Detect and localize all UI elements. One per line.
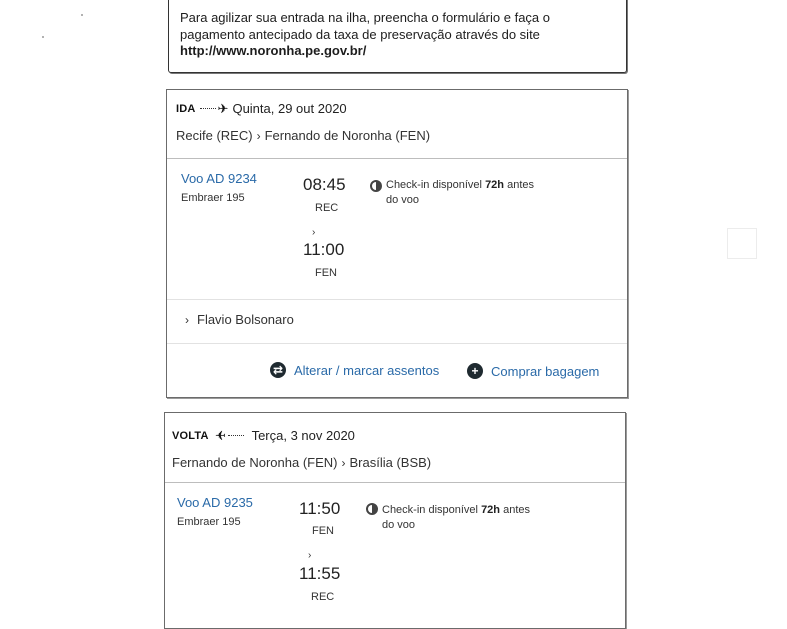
destination-airport: Fernando de Noronha (FEN) <box>264 128 431 143</box>
passenger-row[interactable] <box>185 312 294 327</box>
chevron-right-icon: › <box>341 456 346 470</box>
route <box>172 455 431 470</box>
header-divider <box>167 158 627 159</box>
actions-divider <box>167 343 627 344</box>
aircraft-model: Embraer 195 <box>177 516 241 528</box>
arrival-time: 11:55 <box>299 564 341 583</box>
checkin-line-2: do voo <box>382 519 416 531</box>
outbound-flight-card <box>166 89 628 398</box>
island-entry-notice <box>168 0 627 73</box>
scan-artifact-box <box>727 228 757 259</box>
checkin-prefix: Check-in disponível <box>382 504 478 516</box>
checkin-info <box>382 503 530 533</box>
arrival-airport-code: FEN <box>315 267 337 279</box>
scan-speck <box>81 14 83 16</box>
airplane-icon: ✈ <box>214 428 226 443</box>
departure-time: 11:50 <box>299 499 341 518</box>
chevron-right-icon: › <box>256 129 261 143</box>
notice-url-link[interactable]: http://www.noronha.pe.gov.br/ <box>180 43 367 58</box>
departure-airport-code: REC <box>315 202 339 214</box>
checkin-hours: 72h <box>481 504 501 516</box>
checkin-suffix: antes <box>507 179 535 191</box>
direction-label: IDA <box>176 102 196 115</box>
notice-line-2: pagamento antecipado da taxa de preservação através do site <box>180 27 540 42</box>
clock-icon <box>370 180 382 192</box>
arrival-airport-code: REC <box>311 591 335 603</box>
clock-icon <box>366 503 378 515</box>
departure-time: 08:45 <box>303 175 346 194</box>
dotted-line <box>228 435 244 436</box>
origin-airport: Recife (REC) <box>176 128 253 143</box>
checkin-suffix: antes <box>503 504 531 516</box>
departure-airport-code: FEN <box>312 525 334 537</box>
arrival-time: 11:00 <box>303 240 345 259</box>
flight-date: Quinta, 29 out 2020 <box>232 101 347 116</box>
change-seats-label: Alterar / marcar assentos <box>294 362 440 378</box>
flight-number[interactable]: Voo AD 9234 <box>181 171 257 186</box>
change-seats-button[interactable] <box>270 362 439 378</box>
dotted-line <box>200 108 216 109</box>
seat-swap-icon: ⇄ <box>270 362 286 378</box>
outbound-header <box>176 101 347 116</box>
buy-baggage-label: Comprar bagagem <box>491 363 600 379</box>
route <box>176 128 430 143</box>
chevron-right-icon: › <box>312 227 316 238</box>
scan-speck <box>42 36 44 38</box>
direction-label: VOLTA <box>172 429 209 442</box>
buy-baggage-button[interactable] <box>467 363 599 379</box>
header-divider <box>165 482 625 483</box>
origin-airport: Fernando de Noronha (FEN) <box>172 455 338 470</box>
checkin-info <box>386 178 534 208</box>
return-flight-card <box>164 412 626 629</box>
plus-circle-icon: + <box>467 363 483 379</box>
flight-number[interactable]: Voo AD 9235 <box>177 495 253 510</box>
checkin-hours: 72h <box>485 179 505 191</box>
destination-airport: Brasília (BSB) <box>349 455 432 470</box>
flight-date: Terça, 3 nov 2020 <box>251 428 355 443</box>
checkin-prefix: Check-in disponível <box>386 179 482 191</box>
passenger-name: Flavio Bolsonaro <box>197 312 294 327</box>
chevron-right-icon: › <box>308 550 312 561</box>
notice-line-1: Para agilizar sua entrada na ilha, preencha o formulário e faça o <box>180 10 550 25</box>
checkin-line-2: do voo <box>386 194 420 206</box>
passenger-divider <box>167 299 627 300</box>
return-header <box>172 428 355 443</box>
aircraft-model: Embraer 195 <box>181 192 245 204</box>
chevron-right-icon: › <box>185 313 189 327</box>
airplane-icon: ✈ <box>217 101 229 116</box>
